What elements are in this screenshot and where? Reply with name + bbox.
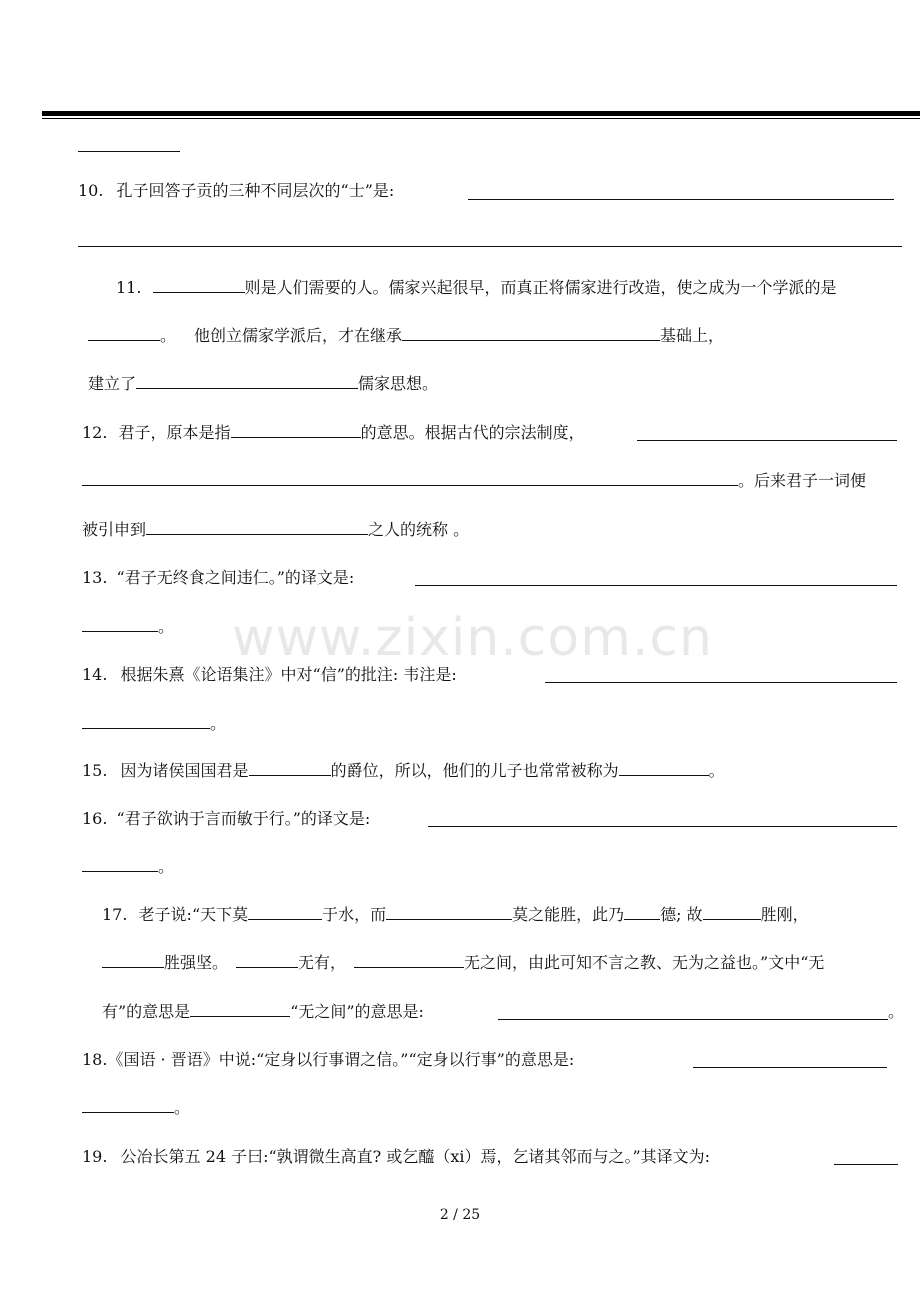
question-15 — [82, 761, 725, 781]
page-number — [0, 1207, 920, 1223]
question-12-line1 — [82, 423, 585, 443]
answer-blank[interactable] — [136, 374, 358, 389]
header-rule-thin — [42, 118, 920, 119]
answer-blank[interactable] — [153, 278, 245, 293]
question-number: 15. — [82, 761, 108, 780]
answer-blank[interactable] — [82, 471, 738, 486]
question-17-end — [888, 1002, 904, 1022]
question-text: 无有， — [298, 953, 347, 972]
question-text: 孔子回答子贡的三种不同层次的“士”是: — [116, 181, 395, 200]
question-text: 于水，而 — [322, 905, 387, 924]
answer-blank[interactable] — [637, 440, 897, 441]
question-17-line2 — [102, 953, 824, 973]
answer-blank[interactable] — [78, 246, 902, 247]
question-text: 。 — [158, 617, 175, 636]
question-number: 11. — [116, 278, 142, 297]
answer-blank[interactable] — [190, 1002, 290, 1017]
question-text: 之人的统称 。 — [368, 520, 470, 539]
question-11-line2 — [88, 326, 724, 346]
question-text: 德; 故 — [660, 905, 703, 924]
answer-blank[interactable] — [82, 1098, 174, 1113]
answer-blank[interactable] — [428, 826, 897, 827]
answer-blank[interactable] — [88, 326, 160, 341]
question-text: 则是人们需要的人。儒家兴起很早，而真正将儒家进行改造，使之成为一个学派的是 — [244, 278, 837, 297]
question-text: 因为诸侯国国君是 — [120, 761, 249, 780]
question-16 — [82, 809, 370, 829]
question-text: 有”的意思是 — [102, 1002, 191, 1021]
answer-blank[interactable] — [693, 1067, 887, 1068]
question-text: 儒家思想。 — [358, 374, 439, 393]
question-text: 。 — [210, 714, 227, 733]
question-17-line1 — [102, 905, 809, 925]
question-text: 。 — [174, 1098, 191, 1117]
page-separator: / — [448, 1207, 463, 1223]
answer-blank[interactable] — [236, 953, 298, 968]
answer-blank[interactable] — [249, 761, 331, 776]
question-text: “无之间”的意思是: — [290, 1002, 424, 1021]
answer-blank[interactable] — [545, 682, 897, 683]
watermark: www.zixin.com.cn — [232, 608, 713, 668]
answer-blank[interactable] — [82, 857, 158, 872]
question-text: 公冶长第五 24 子曰:“孰谓微生高直? 或乞醯（xi）焉，乞诸其邻而与之。”其译文为: — [120, 1147, 711, 1166]
question-19 — [82, 1147, 710, 1167]
question-text: 建立了 — [88, 374, 137, 393]
answer-blank[interactable] — [386, 905, 512, 920]
question-text: 莫之能胜，此乃 — [512, 905, 625, 924]
page-current: 2 — [439, 1207, 449, 1223]
question-number: 10. — [78, 181, 104, 200]
question-number: 18. — [82, 1050, 108, 1069]
answer-blank[interactable] — [415, 585, 897, 586]
question-12-line3 — [82, 520, 469, 540]
question-text: 他创立儒家学派后，才在继承 — [194, 326, 403, 345]
question-17-line3 — [102, 1002, 424, 1022]
answer-blank[interactable] — [402, 326, 660, 341]
question-number: 12. — [82, 423, 108, 442]
question-18-end — [82, 1098, 190, 1118]
answer-blank[interactable] — [624, 905, 660, 920]
question-text: 。后来君子一词便 — [738, 471, 867, 490]
question-13-end — [82, 617, 174, 637]
question-14 — [82, 665, 457, 685]
question-number: 13. — [82, 568, 108, 587]
question-text: 的爵位，所以，他们的儿子也常常被称为 — [330, 761, 619, 780]
answer-blank[interactable] — [498, 1019, 888, 1020]
answer-blank[interactable] — [78, 151, 180, 152]
question-text: 胜强坚。 — [164, 953, 229, 972]
question-16-end — [82, 857, 174, 877]
question-text: 君子，原本是指 — [118, 423, 231, 442]
question-text: 。 — [888, 1002, 905, 1021]
question-text: 。 — [158, 857, 175, 876]
answer-blank[interactable] — [82, 617, 158, 632]
question-18 — [82, 1050, 574, 1070]
question-text: 胜刚， — [760, 905, 809, 924]
answer-blank[interactable] — [82, 714, 210, 729]
answer-blank[interactable] — [248, 905, 322, 920]
question-text: 基础上， — [660, 326, 725, 345]
question-number: 14. — [82, 665, 108, 684]
question-text: 。 — [708, 761, 725, 780]
question-text: “君子无终食之间违仁。”的译文是: — [116, 568, 355, 587]
question-10 — [78, 181, 394, 201]
question-text: 老子说:“天下莫 — [138, 905, 249, 924]
answer-blank[interactable] — [468, 199, 894, 200]
question-number: 17. — [102, 905, 128, 924]
question-11-line1 — [116, 278, 837, 298]
question-text: 无之间，由此可知不言之教、无为之益也。”文中“无 — [464, 953, 825, 972]
question-text: 根据朱熹《论语集注》中对“信”的批注: 韦注是: — [120, 665, 457, 684]
question-text: 的意思。根据古代的宗法制度， — [360, 423, 585, 442]
question-12-line2 — [82, 471, 866, 491]
question-14-end — [82, 714, 226, 734]
page-total: 25 — [462, 1207, 481, 1223]
question-text: 被引申到 — [82, 520, 147, 539]
question-text: 。 — [160, 326, 177, 345]
answer-blank[interactable] — [231, 423, 361, 438]
question-text: “君子欲讷于言而敏于行。”的译文是: — [116, 809, 371, 828]
answer-blank[interactable] — [834, 1164, 898, 1165]
question-11-line3 — [88, 374, 438, 394]
question-13 — [82, 568, 354, 588]
header-rule — [42, 111, 920, 116]
answer-blank[interactable] — [703, 905, 761, 920]
answer-blank[interactable] — [102, 953, 164, 968]
answer-blank[interactable] — [354, 953, 464, 968]
question-number: 19. — [82, 1147, 108, 1166]
answer-blank[interactable] — [146, 520, 368, 535]
question-number: 16. — [82, 809, 108, 828]
question-text: 《国语 · 晋语》中说:“定身以行事谓之信。”“定身以行事”的意思是: — [107, 1050, 575, 1069]
answer-blank[interactable] — [619, 761, 709, 776]
